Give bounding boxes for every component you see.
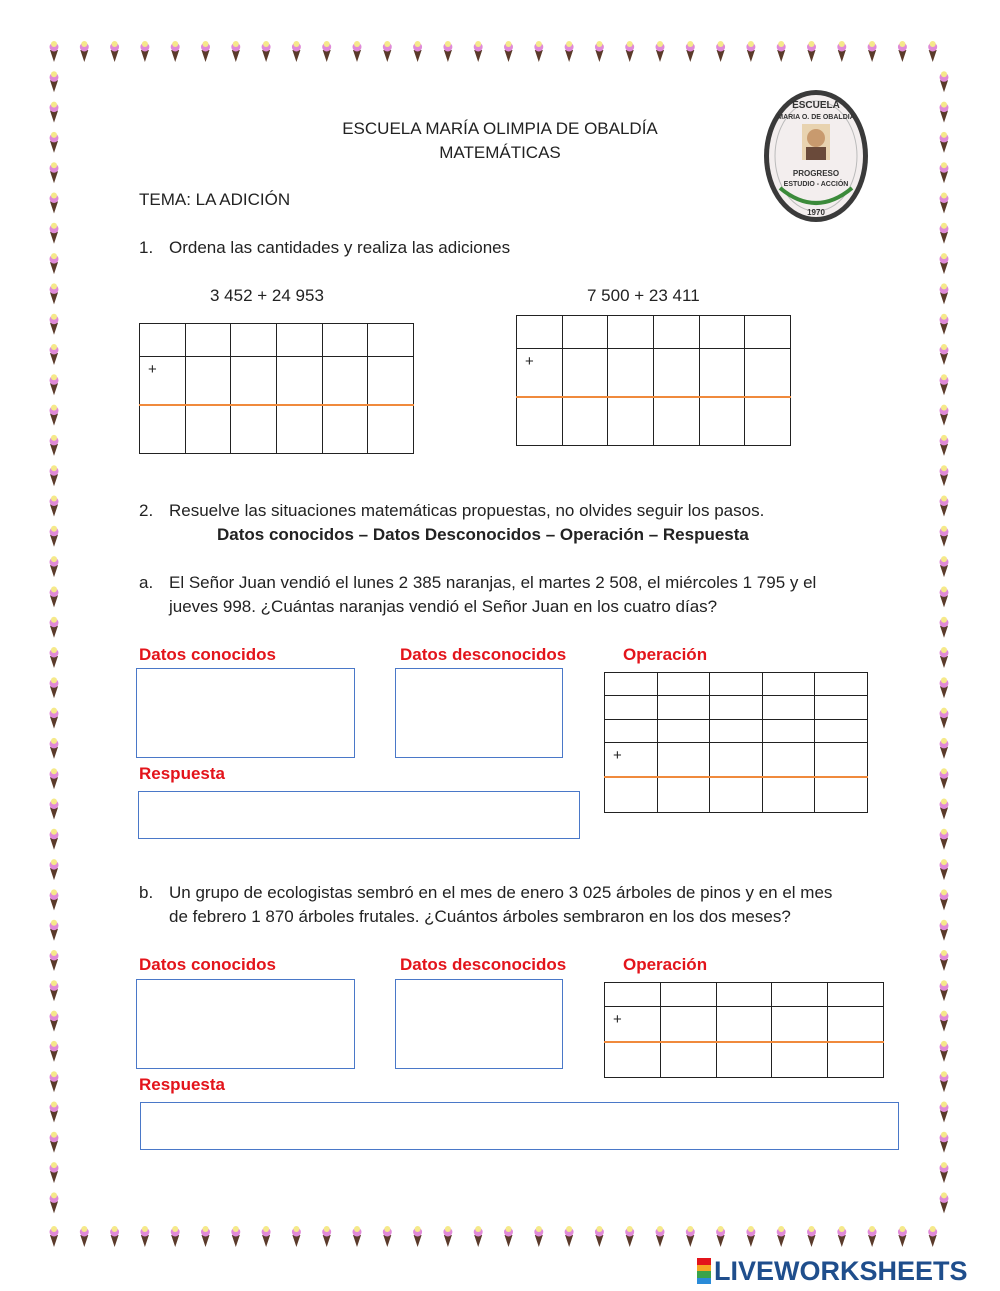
ice-cream-cone-icon: [940, 980, 949, 1001]
topic: TEMA: LA ADICIÓN: [139, 190, 291, 209]
qa-answer-input[interactable]: [138, 791, 580, 839]
ice-cream-cone-icon: [201, 1226, 210, 1247]
ice-cream-cone-icon: [50, 223, 59, 244]
qa-line2: jueves 998. ¿Cuántas naranjas vendió el Señor Juan en los cuatro días?: [169, 597, 718, 616]
q1-expression-right: 7 500 + 23 411: [587, 286, 700, 305]
school-title: ESCUELA MARÍA OLIMPIA DE OBALDÍA: [342, 119, 658, 138]
ice-cream-cone-icon: [50, 768, 59, 789]
ice-cream-cone-icon: [940, 1102, 949, 1123]
ice-cream-cone-icon: [940, 859, 949, 880]
ice-cream-cone-icon: [940, 102, 949, 123]
ice-cream-cone-icon: [686, 41, 695, 62]
ice-cream-cone-icon: [50, 102, 59, 123]
ice-cream-cone-icon: [940, 223, 949, 244]
ice-cream-cone-icon: [50, 1132, 59, 1153]
ice-cream-cone-icon: [50, 829, 59, 850]
qa-answer-label: Respuesta: [139, 764, 225, 783]
ice-cream-cone-icon: [940, 526, 949, 547]
ice-cream-cone-icon: [940, 283, 949, 304]
ice-cream-cone-icon: [928, 41, 937, 62]
ice-cream-cone-icon: [940, 920, 949, 941]
ice-cream-cone-icon: [940, 1132, 949, 1153]
ice-cream-cone-icon: [746, 41, 755, 62]
ice-cream-cone-icon: [504, 1226, 513, 1247]
ice-cream-cone-icon: [940, 465, 949, 486]
ice-cream-cone-icon: [940, 374, 949, 395]
qb-operation-label: Operación: [623, 955, 708, 974]
svg-text:1970: 1970: [807, 208, 825, 217]
ice-cream-cone-icon: [940, 829, 949, 850]
ice-cream-cone-icon: [625, 1226, 634, 1247]
ice-cream-cone-icon: [940, 677, 949, 698]
ice-cream-cone-icon: [50, 980, 59, 1001]
ice-cream-cone-icon: [50, 920, 59, 941]
ice-cream-cone-icon: [50, 283, 59, 304]
ice-cream-cone-icon: [50, 344, 59, 365]
ice-cream-cone-icon: [940, 405, 949, 426]
qa-known-input[interactable]: [136, 668, 355, 758]
brand-text: LIVEWORKSHEETS: [714, 1255, 968, 1286]
qa-letter: a.: [139, 573, 154, 592]
ice-cream-cone-icon: [50, 738, 59, 759]
ice-cream-cone-icon: [50, 647, 59, 668]
ice-cream-cone-icon: [474, 41, 483, 62]
ice-cream-cone-icon: [443, 1226, 452, 1247]
ice-cream-cone-icon: [474, 1226, 483, 1247]
ice-cream-cone-icon: [413, 41, 422, 62]
ice-cream-cone-icon: [686, 1226, 695, 1247]
ice-cream-cone-icon: [50, 132, 59, 153]
ice-cream-cone-icon: [50, 193, 59, 214]
q2-text: Resuelve las situaciones matemáticas propuestas, no olvides seguir los pasos.: [169, 501, 765, 520]
ice-cream-cone-icon: [595, 1226, 604, 1247]
qb-known-label: Datos conocidos: [139, 955, 276, 974]
ice-cream-cone-icon: [777, 41, 786, 62]
svg-text:ESCUELA: ESCUELA: [792, 100, 840, 111]
ice-cream-cone-icon: [322, 41, 331, 62]
qb-known-input[interactable]: [136, 979, 355, 1069]
ice-cream-cone-icon: [940, 193, 949, 214]
qb-answer-label: Respuesta: [139, 1075, 225, 1094]
ice-cream-cone-icon: [80, 41, 89, 62]
ice-cream-cone-icon: [50, 1192, 59, 1213]
qa-operation-label: Operación: [623, 645, 708, 664]
qa-operation-grid[interactable]: [604, 672, 868, 813]
ice-cream-cone-icon: [940, 556, 949, 577]
ice-cream-cone-icon: [940, 71, 949, 92]
ice-cream-cone-icon: [837, 1226, 846, 1247]
ice-cream-cone-icon: [353, 1226, 362, 1247]
ice-cream-cone-icon: [940, 799, 949, 820]
q1-number: 1.: [139, 238, 154, 257]
ice-cream-cone-icon: [837, 41, 846, 62]
ice-cream-cone-icon: [940, 586, 949, 607]
ice-cream-cone-icon: [140, 1226, 149, 1247]
ice-cream-cone-icon: [940, 132, 949, 153]
plus-sign: +: [613, 746, 622, 764]
ice-cream-cone-icon: [940, 950, 949, 971]
ice-cream-cone-icon: [262, 1226, 271, 1247]
q1-grid-right[interactable]: [516, 315, 791, 446]
qa-unknown-label: Datos desconocidos: [400, 645, 567, 664]
ice-cream-cone-icon: [656, 41, 665, 62]
ice-cream-cone-icon: [80, 1226, 89, 1247]
qb-line2: de febrero 1 870 árboles frutales. ¿Cuántos árboles sembraron en los dos meses?: [169, 907, 791, 926]
ice-cream-cone-icon: [898, 41, 907, 62]
q2-steps: Datos conocidos – Datos Desconocidos – Operación – Respuesta: [217, 525, 749, 544]
ice-cream-cone-icon: [50, 799, 59, 820]
plus-sign: +: [148, 360, 157, 378]
ice-cream-cone-icon: [940, 1041, 949, 1062]
ice-cream-cone-icon: [940, 1011, 949, 1032]
ice-cream-cone-icon: [50, 950, 59, 971]
ice-cream-cone-icon: [868, 41, 877, 62]
ice-cream-cone-icon: [50, 71, 59, 92]
ice-cream-cone-icon: [50, 859, 59, 880]
ice-cream-cone-icon: [292, 41, 301, 62]
ice-cream-cone-icon: [716, 1226, 725, 1247]
svg-text:ESTUDIO - ACCIÓN: ESTUDIO - ACCIÓN: [783, 181, 849, 188]
ice-cream-cone-icon: [940, 162, 949, 183]
ice-cream-cone-icon: [413, 1226, 422, 1247]
ice-cream-cone-icon: [50, 677, 59, 698]
ice-cream-cone-icon: [868, 1226, 877, 1247]
ice-cream-cone-icon: [746, 1226, 755, 1247]
ice-cream-cone-icon: [940, 435, 949, 456]
ice-cream-cone-icon: [140, 41, 149, 62]
ice-cream-cone-icon: [940, 344, 949, 365]
ice-cream-cone-icon: [940, 647, 949, 668]
ice-cream-cone-icon: [262, 41, 271, 62]
ice-cream-cone-icon: [353, 41, 362, 62]
ice-cream-cone-icon: [940, 738, 949, 759]
ice-cream-cone-icon: [50, 1071, 59, 1092]
ice-cream-cone-icon: [322, 1226, 331, 1247]
ice-cream-cone-icon: [940, 1162, 949, 1183]
ice-cream-cone-icon: [50, 496, 59, 517]
ice-cream-cone-icon: [716, 41, 725, 62]
ice-cream-cone-icon: [504, 41, 513, 62]
svg-text:PROGRESO: PROGRESO: [792, 169, 840, 178]
qa-unknown-input[interactable]: [395, 668, 563, 758]
ice-cream-cone-icon: [656, 1226, 665, 1247]
ice-cream-cone-icon: [50, 1102, 59, 1123]
ice-cream-cone-icon: [231, 1226, 240, 1247]
ice-cream-cone-icon: [625, 41, 634, 62]
qb-unknown-input[interactable]: [395, 979, 563, 1069]
qb-unknown-label: Datos desconocidos: [400, 955, 567, 974]
ice-cream-cone-icon: [50, 162, 59, 183]
ice-cream-cone-icon: [50, 708, 59, 729]
qb-answer-input[interactable]: [140, 1102, 899, 1150]
qa-known-label: Datos conocidos: [139, 645, 276, 664]
liveworksheets-logo[interactable]: [697, 1256, 968, 1286]
ice-cream-cone-icon: [50, 41, 59, 62]
qb-line1: Un grupo de ecologistas sembró en el mes de enero 3 025 árboles de pinos y en el mes: [169, 883, 833, 902]
ice-cream-cone-icon: [565, 1226, 574, 1247]
ice-cream-cone-icon: [231, 41, 240, 62]
ice-cream-cone-icon: [171, 41, 180, 62]
qb-operation-grid[interactable]: [604, 982, 884, 1078]
ice-cream-cone-icon: [807, 1226, 816, 1247]
ice-cream-cone-icon: [50, 1011, 59, 1032]
ice-cream-cone-icon: [201, 41, 210, 62]
ice-cream-cone-icon: [50, 1226, 59, 1247]
ice-cream-cone-icon: [50, 586, 59, 607]
ice-cream-cone-icon: [595, 41, 604, 62]
subject-title: MATEMÁTICAS: [439, 143, 561, 162]
ice-cream-cone-icon: [940, 1192, 949, 1213]
ice-cream-cone-icon: [443, 41, 452, 62]
ice-cream-cone-icon: [50, 465, 59, 486]
ice-cream-cone-icon: [50, 314, 59, 335]
ice-cream-cone-icon: [807, 41, 816, 62]
ice-cream-cone-icon: [50, 526, 59, 547]
qa-line1: El Señor Juan vendió el lunes 2 385 naranjas, el martes 2 508, el miércoles 1 795 y el: [169, 573, 817, 592]
ice-cream-cone-icon: [50, 405, 59, 426]
ice-cream-cone-icon: [50, 1162, 59, 1183]
ice-cream-cone-icon: [110, 1226, 119, 1247]
q1-expression-left: 3 452 + 24 953: [210, 286, 324, 305]
ice-cream-cone-icon: [940, 768, 949, 789]
plus-sign: +: [613, 1010, 622, 1028]
live-badge-icon: [697, 1258, 711, 1284]
ice-cream-cone-icon: [171, 1226, 180, 1247]
ice-cream-cone-icon: [940, 253, 949, 274]
ice-cream-cone-icon: [50, 374, 59, 395]
ice-cream-cone-icon: [534, 1226, 543, 1247]
ice-cream-cone-icon: [940, 889, 949, 910]
school-seal: [762, 88, 870, 224]
ice-cream-cone-icon: [50, 889, 59, 910]
ice-cream-cone-icon: [940, 496, 949, 517]
q2-number: 2.: [139, 501, 154, 520]
ice-cream-cone-icon: [565, 41, 574, 62]
ice-cream-cone-icon: [50, 1041, 59, 1062]
qb-letter: b.: [139, 883, 154, 902]
ice-cream-cone-icon: [383, 41, 392, 62]
ice-cream-cone-icon: [940, 1071, 949, 1092]
svg-text:MARIA O. DE OBALDIA: MARIA O. DE OBALDIA: [777, 114, 855, 121]
q1-text: Ordena las cantidades y realiza las adiciones: [169, 238, 511, 257]
ice-cream-cone-icon: [50, 556, 59, 577]
ice-cream-cone-icon: [940, 314, 949, 335]
ice-cream-cone-icon: [50, 617, 59, 638]
ice-cream-cone-icon: [534, 41, 543, 62]
plus-sign: +: [525, 352, 534, 370]
ice-cream-cone-icon: [928, 1226, 937, 1247]
ice-cream-cone-icon: [940, 708, 949, 729]
ice-cream-cone-icon: [292, 1226, 301, 1247]
ice-cream-cone-icon: [50, 435, 59, 456]
ice-cream-cone-icon: [383, 1226, 392, 1247]
ice-cream-cone-icon: [940, 617, 949, 638]
ice-cream-cone-icon: [110, 41, 119, 62]
ice-cream-cone-icon: [777, 1226, 786, 1247]
ice-cream-cone-icon: [898, 1226, 907, 1247]
ice-cream-cone-icon: [50, 253, 59, 274]
q1-grid-left[interactable]: [139, 323, 414, 454]
